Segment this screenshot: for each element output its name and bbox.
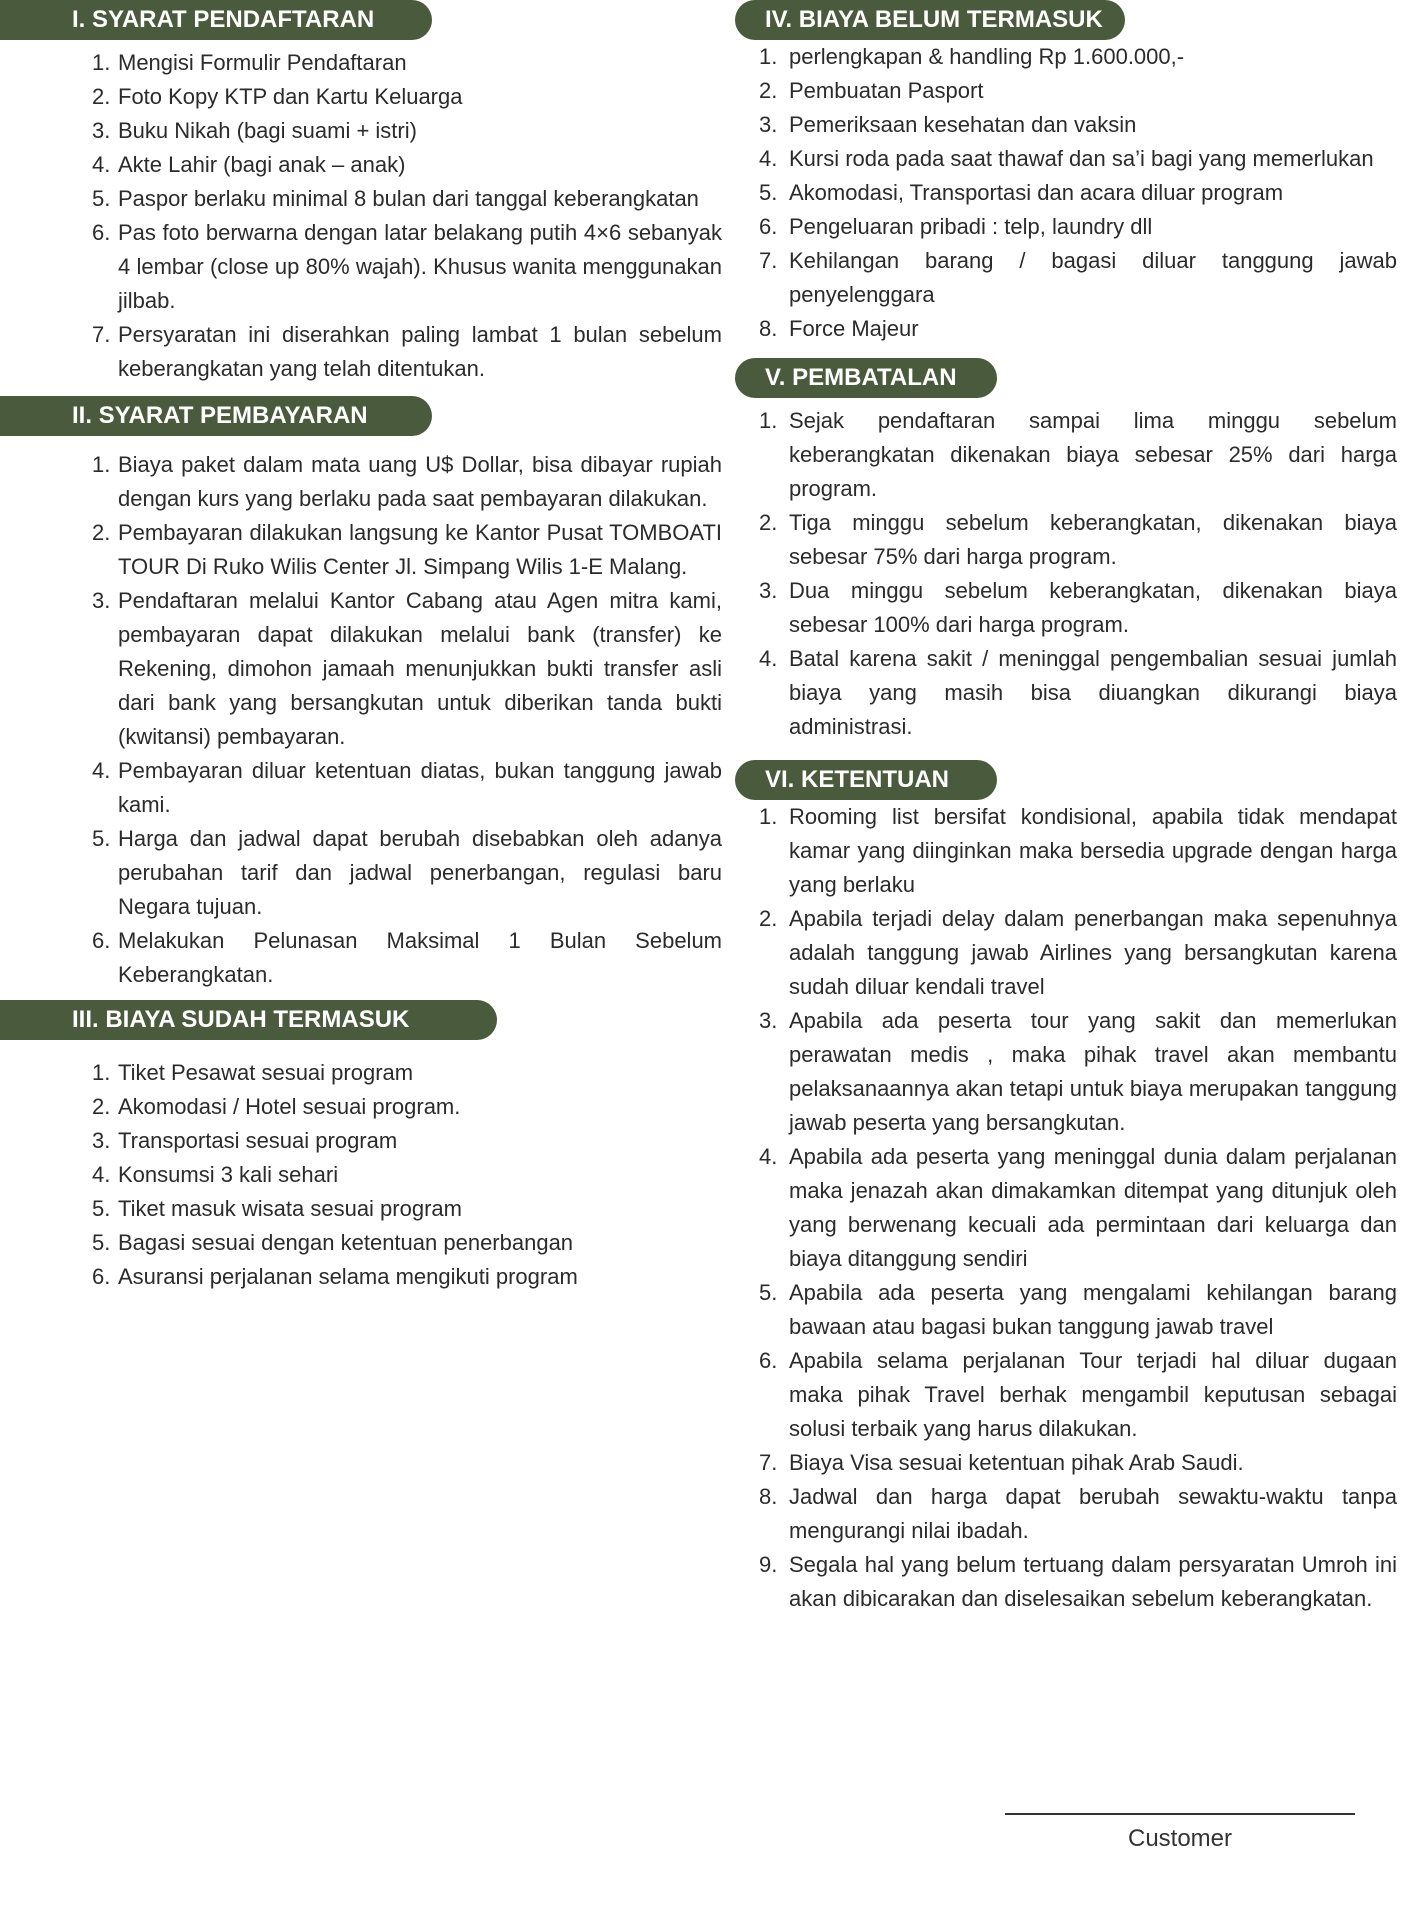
item-text: Harga dan jadwal dapat berubah disebabkan oleh adanya perubahan tarif dan jadwal penerbangan, regulasi baru Negara tujuan. bbox=[118, 826, 722, 919]
item-number: 6. bbox=[92, 1264, 111, 1289]
item-text: Batal karena sakit / meninggal pengembalian sesuai jumlah biaya yang masih bisa diuangkan dikurangi biaya administrasi. bbox=[789, 646, 1397, 739]
list-item bbox=[0, 80, 722, 114]
item-number: 1. bbox=[759, 408, 778, 433]
list-item bbox=[735, 108, 1397, 142]
item-number: 1. bbox=[92, 1060, 111, 1085]
item-number: 2. bbox=[759, 78, 778, 103]
item-text: Mengisi Formulir Pendaftaran bbox=[118, 50, 407, 75]
item-number: 5. bbox=[92, 1196, 111, 1221]
section-list bbox=[735, 404, 1397, 744]
item-text: Sejak pendaftaran sampai lima minggu sebelum keberangkatan dikenakan biaya sebesar 25% dari harga program. bbox=[789, 408, 1397, 501]
section-biaya-sudah-termasuk bbox=[0, 1000, 722, 1294]
item-number: 2. bbox=[92, 1094, 111, 1119]
section-list bbox=[735, 800, 1397, 1616]
item-text: Jadwal dan harga dapat berubah sewaktu-waktu tanpa mengurangi nilai ibadah. bbox=[789, 1484, 1397, 1543]
item-text: Akomodasi, Transportasi dan acara diluar program bbox=[789, 180, 1284, 205]
item-text: perlengkapan & handling Rp 1.600.000,- bbox=[789, 44, 1185, 69]
item-number: 2. bbox=[759, 510, 778, 535]
item-text: Kehilangan barang / bagasi diluar tanggung jawab penyelenggara bbox=[789, 248, 1397, 307]
list-item bbox=[735, 574, 1397, 642]
section-title: V. PEMBATALAN bbox=[735, 358, 997, 398]
item-text: Akomodasi / Hotel sesuai program. bbox=[118, 1094, 461, 1119]
list-item bbox=[735, 1344, 1397, 1446]
list-item bbox=[0, 448, 722, 516]
item-text: Force Majeur bbox=[789, 316, 919, 341]
item-text: Paspor berlaku minimal 8 bulan dari tanggal keberangkatan bbox=[118, 186, 699, 211]
item-text: Persyaratan ini diserahkan paling lambat 1 bulan sebelum keberangkatan yang telah ditentukan. bbox=[118, 322, 722, 381]
item-number: 5. bbox=[92, 186, 111, 211]
item-text: Apabila terjadi delay dalam penerbangan maka sepenuhnya adalah tanggung jawab Airlines yang bersangkutan karena sudah diluar kendali travel bbox=[789, 906, 1397, 999]
item-number: 5. bbox=[759, 180, 778, 205]
list-item bbox=[735, 1548, 1397, 1616]
list-item bbox=[0, 754, 722, 822]
item-number: 5. bbox=[759, 1280, 778, 1305]
list-item bbox=[0, 1260, 722, 1294]
item-text: Kursi roda pada saat thawaf dan sa’i bagi yang memerlukan bbox=[789, 146, 1374, 171]
list-item bbox=[735, 210, 1397, 244]
list-item bbox=[0, 1056, 722, 1090]
list-item bbox=[735, 902, 1397, 1004]
list-item bbox=[0, 584, 722, 754]
item-text: Segala hal yang belum tertuang dalam persyaratan Umroh ini akan dibicarakan dan diselesaikan sebelum keberangkatan. bbox=[789, 1552, 1397, 1611]
section-title: III. BIAYA SUDAH TERMASUK bbox=[0, 1000, 497, 1040]
item-text: Bagasi sesuai dengan ketentuan penerbangan bbox=[118, 1230, 574, 1255]
item-number: 1. bbox=[92, 50, 111, 75]
item-text: Tiga minggu sebelum keberangkatan, dikenakan biaya sebesar 75% dari harga program. bbox=[789, 510, 1397, 569]
section-syarat-pendaftaran bbox=[0, 0, 722, 386]
item-text: Apabila selama perjalanan Tour terjadi hal diluar dugaan maka pihak Travel berhak mengambil keputusan sebagai solusi terbaik yang harus dilakukan. bbox=[789, 1348, 1397, 1441]
item-number: 3. bbox=[92, 1128, 111, 1153]
right-column bbox=[735, 0, 1397, 1616]
list-item bbox=[735, 1004, 1397, 1140]
item-text: Rooming list bersifat kondisional, apabila tidak mendapat kamar yang diinginkan maka bersedia upgrade dengan harga yang berlaku bbox=[789, 804, 1397, 897]
item-text: Apabila ada peserta yang meninggal dunia dalam perjalanan maka jenazah akan dimakamkan ditempat yang ditunjuk oleh yang berwenang kecuali ada permintaan dari keluarga dan biaya ditanggung sendiri bbox=[789, 1144, 1397, 1271]
list-item bbox=[735, 1480, 1397, 1548]
item-text: Biaya Visa sesuai ketentuan pihak Arab Saudi. bbox=[789, 1450, 1244, 1475]
list-item bbox=[0, 46, 722, 80]
list-item bbox=[0, 114, 722, 148]
item-number: 4. bbox=[759, 146, 778, 171]
item-text: Pembayaran diluar ketentuan diatas, bukan tanggung jawab kami. bbox=[118, 758, 722, 817]
list-item bbox=[0, 924, 722, 992]
section-biaya-belum-termasuk bbox=[735, 0, 1397, 346]
list-item bbox=[0, 182, 722, 216]
item-number: 5. bbox=[92, 1230, 111, 1255]
list-item bbox=[735, 1446, 1397, 1480]
item-text: Akte Lahir (bagi anak – anak) bbox=[118, 152, 406, 177]
section-syarat-pembayaran bbox=[0, 396, 722, 992]
section-pembatalan bbox=[735, 358, 1397, 744]
item-number: 5. bbox=[92, 826, 111, 851]
item-number: 8. bbox=[759, 316, 778, 341]
item-number: 6. bbox=[92, 928, 111, 953]
item-number: 4. bbox=[759, 646, 778, 671]
list-item bbox=[735, 74, 1397, 108]
item-text: Asuransi perjalanan selama mengikuti program bbox=[118, 1264, 578, 1289]
item-number: 3. bbox=[759, 1008, 778, 1033]
item-number: 3. bbox=[92, 118, 111, 143]
list-item bbox=[0, 1124, 722, 1158]
item-text: Melakukan Pelunasan Maksimal 1 Bulan Sebelum Keberangkatan. bbox=[118, 928, 722, 987]
item-text: Pembayaran dilakukan langsung ke Kantor Pusat TOMBOATI TOUR Di Ruko Wilis Center Jl. Simpang Wilis 1-E Malang. bbox=[118, 520, 722, 579]
item-text: Pengeluaran pribadi : telp, laundry dll bbox=[789, 214, 1153, 239]
item-number: 9. bbox=[759, 1552, 778, 1577]
item-number: 7. bbox=[92, 322, 111, 347]
section-ketentuan bbox=[735, 760, 1397, 1616]
item-text: Pemeriksaan kesehatan dan vaksin bbox=[789, 112, 1137, 137]
list-item bbox=[735, 176, 1397, 210]
item-number: 3. bbox=[759, 112, 778, 137]
list-item bbox=[0, 822, 722, 924]
item-text: Biaya paket dalam mata uang U$ Dollar, bisa dibayar rupiah dengan kurs yang berlaku pada saat pembayaran dilakukan. bbox=[118, 452, 722, 511]
section-title: I. SYARAT PENDAFTARAN bbox=[0, 0, 432, 40]
list-item bbox=[735, 244, 1397, 312]
item-number: 3. bbox=[759, 578, 778, 603]
section-list bbox=[0, 1056, 722, 1294]
item-number: 7. bbox=[759, 248, 778, 273]
item-text: Apabila ada peserta yang mengalami kehilangan barang bawaan atau bagasi bukan tanggung jawab travel bbox=[789, 1280, 1397, 1339]
list-item bbox=[735, 642, 1397, 744]
list-item bbox=[735, 142, 1397, 176]
item-text: Pendaftaran melalui Kantor Cabang atau Agen mitra kami, pembayaran dapat dilakukan melalui bank (transfer) ke Rekening, dimohon jamaah menunjukkan bukti transfer asli dari bank yang bersangkutan untuk diberikan tanda bukti (kwitansi) pembayaran. bbox=[118, 588, 722, 749]
left-column bbox=[0, 0, 722, 1294]
list-item bbox=[735, 800, 1397, 902]
list-item bbox=[0, 1090, 722, 1124]
list-item bbox=[0, 148, 722, 182]
item-number: 2. bbox=[92, 520, 111, 545]
section-list bbox=[0, 46, 722, 386]
item-number: 1. bbox=[759, 44, 778, 69]
item-number: 4. bbox=[92, 152, 111, 177]
section-title: II. SYARAT PEMBAYARAN bbox=[0, 396, 432, 436]
item-text: Tiket Pesawat sesuai program bbox=[118, 1060, 414, 1085]
item-number: 2. bbox=[759, 906, 778, 931]
signature-label: Customer bbox=[1127, 1825, 1233, 1852]
item-text: Apabila ada peserta tour yang sakit dan memerlukan perawatan medis , maka pihak travel akan membantu pelaksanaannya akan tetapi untuk biaya merupakan tanggung jawab peserta yang bersangkutan. bbox=[789, 1008, 1397, 1135]
list-item bbox=[735, 404, 1397, 506]
list-item bbox=[735, 1276, 1397, 1344]
list-item bbox=[0, 1192, 722, 1226]
item-number: 4. bbox=[92, 1162, 111, 1187]
section-list bbox=[0, 448, 722, 992]
item-number: 7. bbox=[759, 1450, 778, 1475]
list-item bbox=[0, 318, 722, 386]
item-text: Pembuatan Pasport bbox=[789, 78, 984, 103]
item-text: Tiket masuk wisata sesuai program bbox=[118, 1196, 462, 1221]
item-text: Buku Nikah (bagi suami + istri) bbox=[118, 118, 417, 143]
list-item bbox=[735, 1140, 1397, 1276]
item-text: Dua minggu sebelum keberangkatan, dikenakan biaya sebesar 100% dari harga program. bbox=[789, 578, 1397, 637]
item-text: Foto Kopy KTP dan Kartu Keluarga bbox=[118, 84, 463, 109]
customer-signature bbox=[1005, 1813, 1355, 1853]
item-number: 8. bbox=[759, 1484, 778, 1509]
list-item bbox=[735, 312, 1397, 346]
item-number: 2. bbox=[92, 84, 111, 109]
item-text: Pas foto berwarna dengan latar belakang putih 4×6 sebanyak 4 lembar (close up 80% wajah). Khusus wanita menggunakan jilbab. bbox=[118, 220, 722, 313]
item-number: 6. bbox=[92, 220, 111, 245]
item-number: 6. bbox=[759, 214, 778, 239]
list-item bbox=[0, 216, 722, 318]
section-list bbox=[735, 40, 1397, 346]
list-item bbox=[735, 40, 1397, 74]
list-item bbox=[0, 1158, 722, 1192]
list-item bbox=[735, 506, 1397, 574]
section-title: IV. BIAYA BELUM TERMASUK bbox=[735, 0, 1125, 40]
list-item bbox=[0, 516, 722, 584]
item-number: 1. bbox=[92, 452, 111, 477]
item-number: 6. bbox=[759, 1348, 778, 1373]
item-number: 1. bbox=[759, 804, 778, 829]
item-text: Konsumsi 3 kali sehari bbox=[118, 1162, 339, 1187]
section-title: VI. KETENTUAN bbox=[735, 760, 997, 800]
item-text: Transportasi sesuai program bbox=[118, 1128, 398, 1153]
item-number: 3. bbox=[92, 588, 111, 613]
item-number: 4. bbox=[92, 758, 111, 783]
item-number: 4. bbox=[759, 1144, 778, 1169]
list-item bbox=[0, 1226, 722, 1260]
